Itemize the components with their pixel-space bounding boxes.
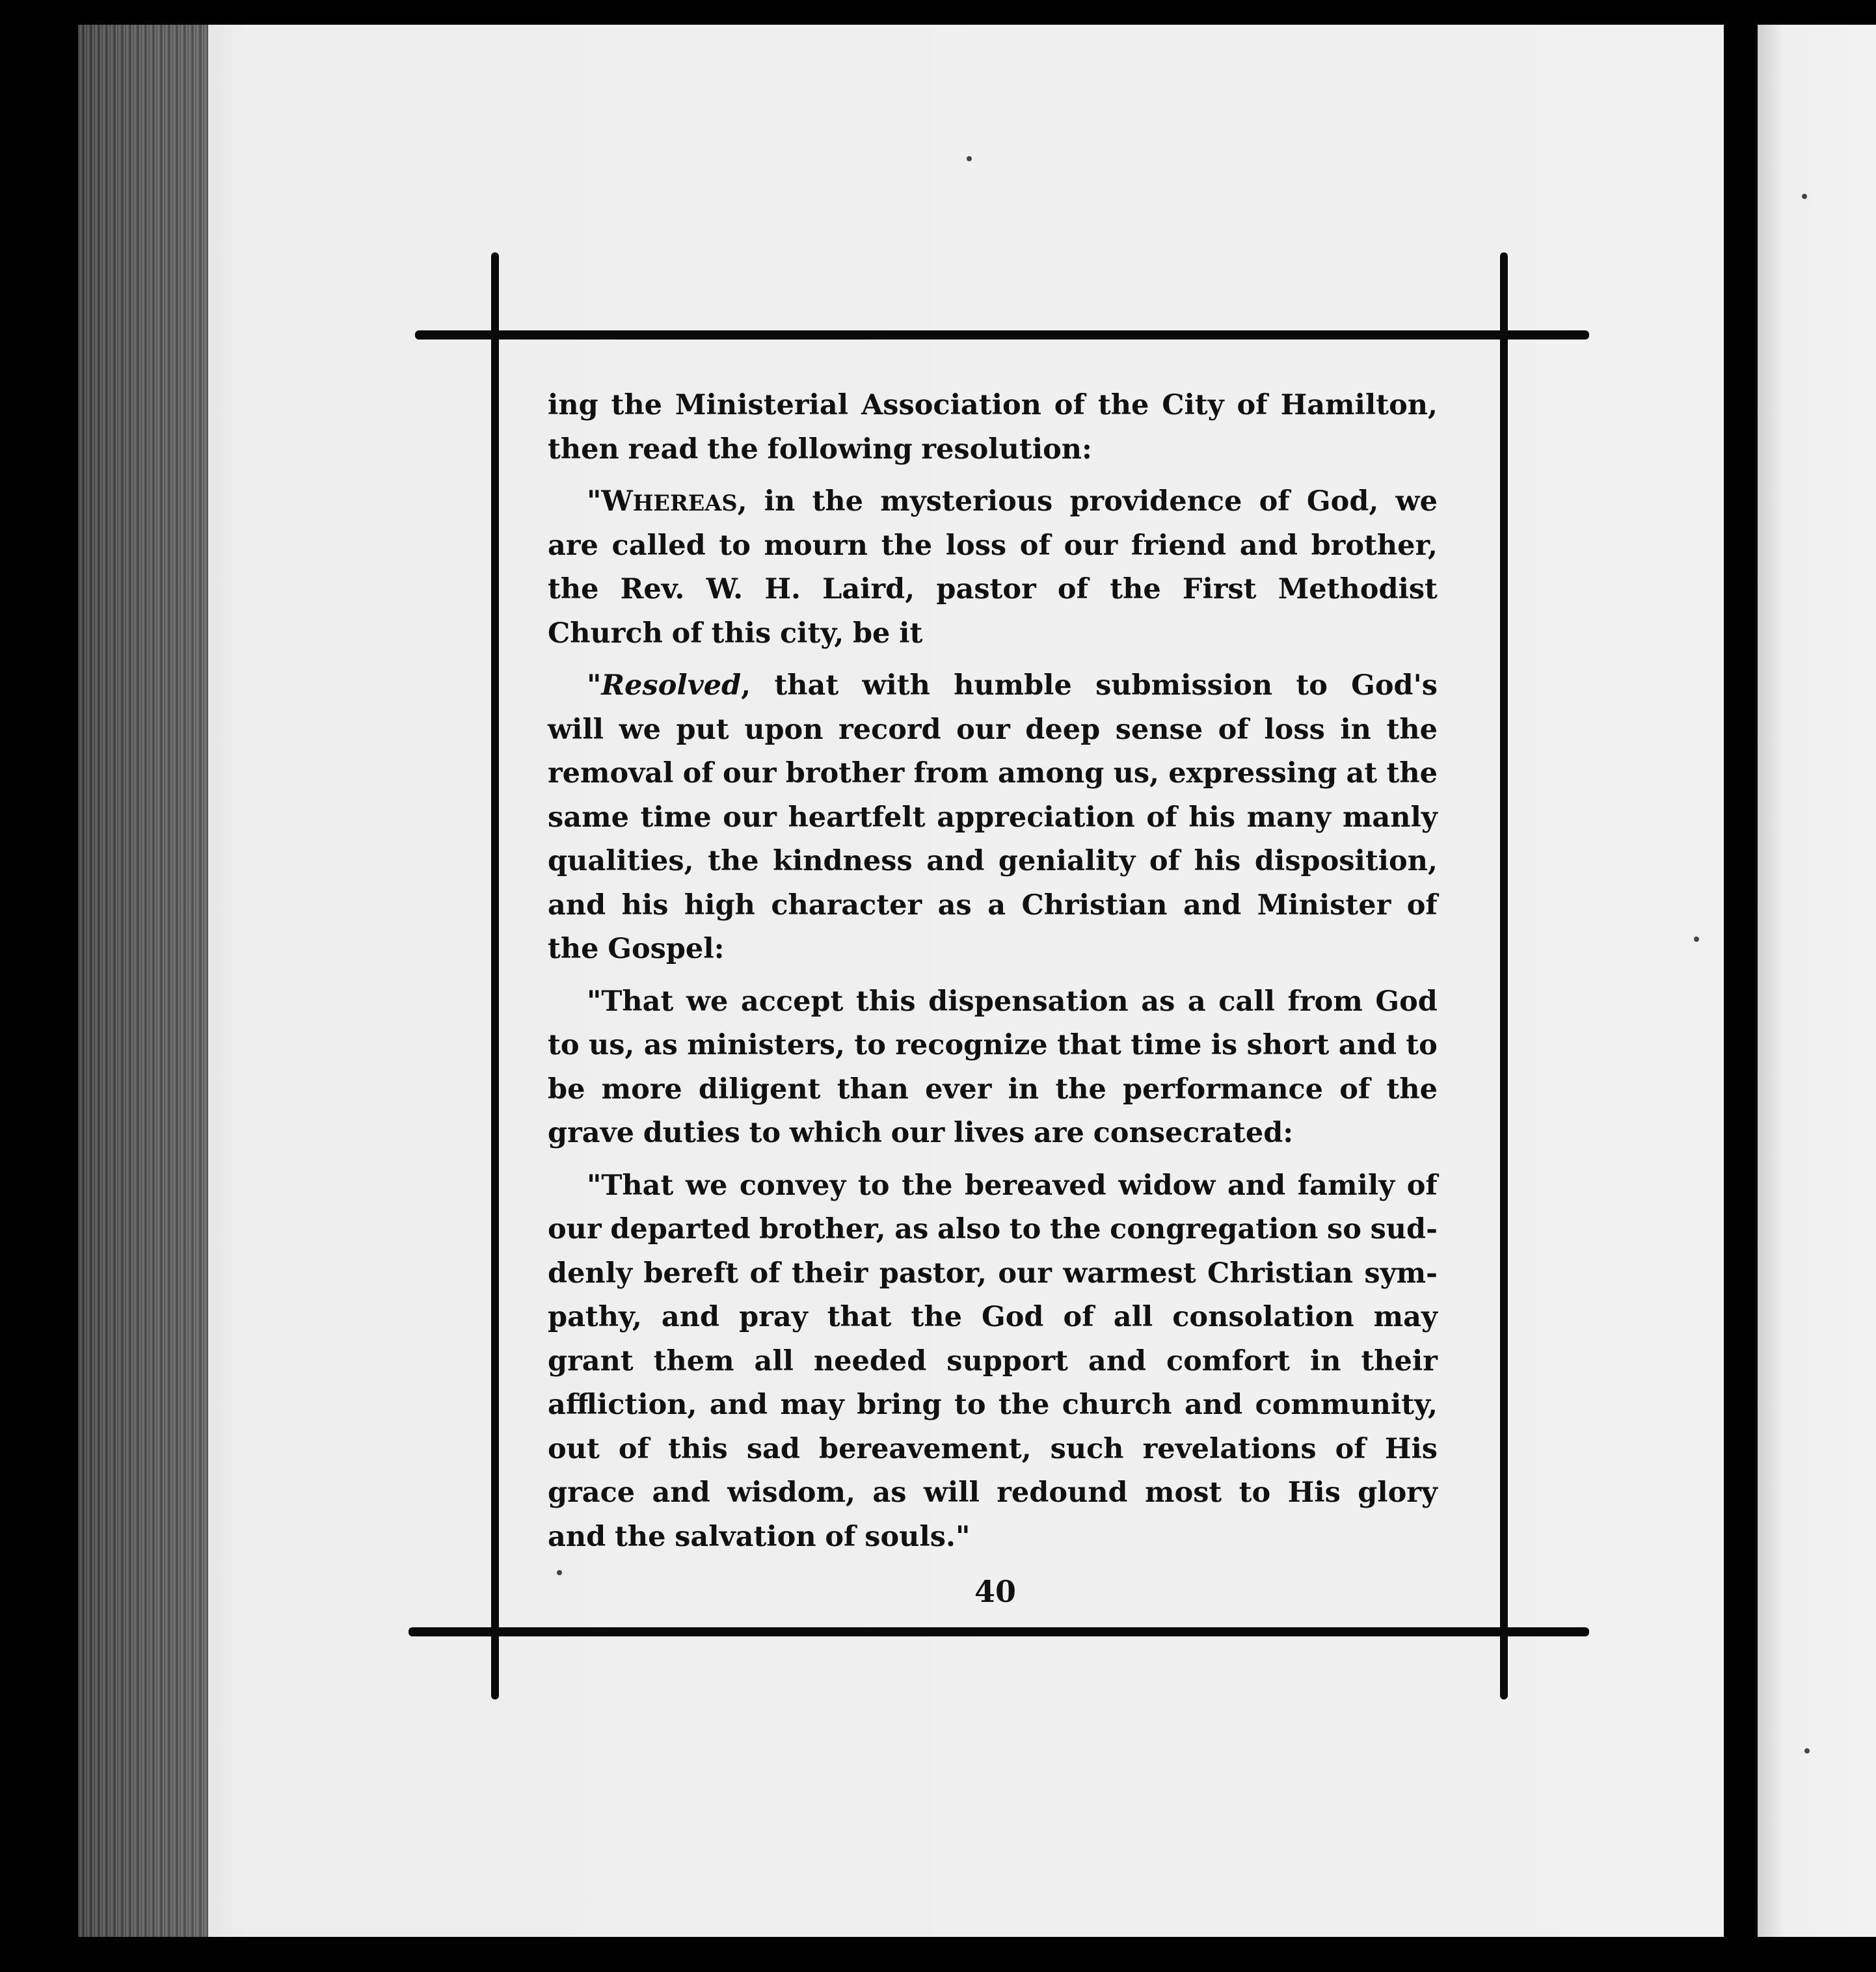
paragraph	[548, 980, 1438, 1156]
text-line: are called to mourn the loss of our friend and brother,	[548, 529, 1438, 562]
dust-speck	[967, 156, 972, 161]
text-line: Church of this city, be it	[548, 617, 923, 650]
text-line: the Gospel:	[548, 933, 725, 965]
text-line: pathy, and pray that the God of all consolation may	[548, 1301, 1438, 1333]
text-line: affliction, and may bring to the church and community,	[548, 1389, 1438, 1421]
frame-bottom-rule	[409, 1627, 1589, 1636]
paragraph	[548, 480, 1438, 656]
text-line: will we put upon record our deep sense of loss in the	[548, 713, 1438, 746]
paragraph	[548, 384, 1438, 472]
text-line: and the salvation of souls."	[548, 1520, 971, 1553]
frame-left-rule	[491, 252, 499, 1699]
paragraph	[548, 664, 1438, 972]
frame-top-rule	[415, 330, 1589, 340]
text-line: grace and wisdom, as will redound most to His glory	[548, 1476, 1438, 1509]
frame-right-rule	[1500, 252, 1508, 1699]
text-line: "That we convey to the bereaved widow and family of	[587, 1169, 1438, 1202]
text-line: "Resolved, that with humble submission to God's	[587, 669, 1438, 702]
text-line: grant them all needed support and comfort in their	[548, 1344, 1438, 1378]
text-line: denly bereft of their pastor, our warmest Christian sym-	[548, 1257, 1438, 1290]
text-line: be more diligent than ever in the performance of the	[548, 1073, 1438, 1106]
text-line: "That we accept this dispensation as a call from God	[587, 985, 1438, 1018]
text-line: ing the Ministerial Association of the City of Hamilton,	[548, 389, 1438, 421]
text-line: our departed brother, as also to the congregation so sud-	[548, 1213, 1438, 1246]
text-line: same time our heartfelt appreciation of his many manly	[548, 801, 1438, 834]
paragraph	[548, 1164, 1438, 1560]
text-line: to us, as ministers, to recognize that time is short and to	[548, 1029, 1438, 1061]
text-line: out of this sad bereavement, such revelations of His	[548, 1432, 1438, 1465]
text-line: and his high character as a Christian and Minister of	[548, 888, 1438, 922]
text-line: "WHEREAS, in the mysterious providence of God, we	[587, 485, 1438, 518]
resolution-text	[548, 384, 1438, 1567]
dust-speck	[557, 1570, 562, 1575]
text-line: grave duties to which our lives are consecrated:	[548, 1117, 1294, 1149]
text-line: then read the following resolution:	[548, 433, 1092, 466]
dust-speck	[1802, 194, 1807, 199]
book-page-right	[1758, 25, 1876, 1937]
text-line: removal of our brother from among us, expressing at the	[548, 757, 1438, 790]
page-number: 40	[974, 1574, 1016, 1609]
dust-speck	[1694, 937, 1699, 942]
book-page-edges	[78, 25, 208, 1937]
book-gutter	[1724, 0, 1758, 1972]
text-line: qualities, the kindness and geniality of his disposition,	[548, 845, 1438, 877]
text-line: the Rev. W. H. Laird, pastor of the First Methodist	[548, 573, 1438, 606]
dust-speck	[1804, 1748, 1810, 1753]
